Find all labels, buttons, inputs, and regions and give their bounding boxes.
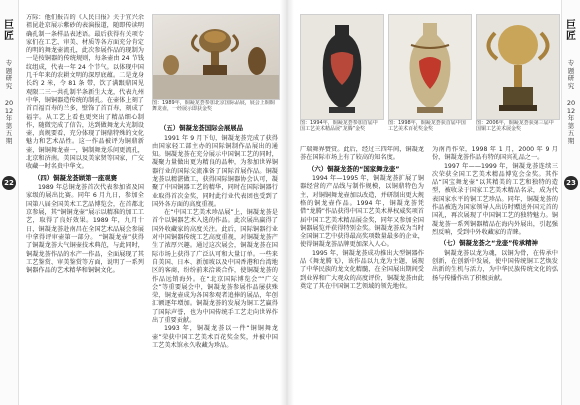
section-heading: （六）铜凝龙荟的“国家舞龙壶” (308, 164, 400, 173)
paragraph: 广瑞舞界赞赏。此后，经过三四年间，铜凝龙荟在国际市场上有了较高的知名度。 (300, 146, 424, 162)
right-page-sidebar (561, 0, 580, 405)
book-gutter (280, 0, 294, 405)
trophy-illustration (153, 15, 279, 99)
left-page (18, 0, 280, 405)
issue-label: 2012 年第五期 (4, 99, 14, 145)
vase-illustration (389, 15, 471, 119)
left-page-column-1 (26, 14, 144, 398)
trophy-photo-2 (476, 14, 560, 120)
vase-illustration (301, 15, 383, 119)
paragraph: 铜凝龙荟以龙为魂，以铜为骨，在传承中创新，在创新中发展，使中国传统铜工艺焕发出新的生机与活力，为中华民族传统文化的弘扬与传播作出了积极贡献。 (432, 249, 558, 282)
paragraph: 方际：他们报告的《人民日报》关于宜兴余祖昆赴京展示紫砂的表演报道，随即传读明确孔制一条样品表述语。最后获得有关项专家们在工艺、审美、材质等各方面充分肯定的明的舞龙壶流孔，此次参展作品的现制为一是按铜器的传统规则，每条壶由 24 节钱纹组成，代表一年 24 个节气。以体现中国几千年来的农耕文明的深厚底蕴。二是龙身长约 2 米，令 81 条 带，饮了满跟鼎国见观限二三一共孔制半条新生大龙，代表九州中华，铜铜器造传统的制孔。在壶体上刻了首百福百寿的兰多，壁饰了首百寿，刻成了福字。从工艺上看也更突出了精品细心制作，随微完成了信告，达到做舞龙大光制设壶，真规要看，充分体现了铜鼎特殊的文化魅力和艺术品性。这一作品被评为铜鼎新壶，铜铜舞龙壶一，铜制舞龙乐问更流孔，北京和济南。美国以及美家贤等国家，广交收藏一时名贵中华文。 (26, 14, 144, 171)
magazine-brand: 巨匠 (4, 20, 14, 42)
vase-photo-1 (300, 14, 384, 120)
issue-label: 2012 年第五期 (566, 99, 576, 145)
paragraph: 1995 年，铜凝龙荟成功推出大型铜器作品《舞龙腾飞》，该作品以九龙为主题，展现了中华民族的龙文化精髓，在全国展出期间受到业界和广大观众的高度评价，铜凝龙荟由此奠定了其在中国铜工艺领域的领先地位。 (300, 249, 424, 290)
paragraph: 1993 年，铜凝龙荟以一件“铜铜舞龙壶”荣获中国工艺美术百花奖金奖，并被中国工艺美术馆永久收藏为珍品。 (152, 325, 278, 349)
section-heading: （七）铜凝龙荟之“龙壶”传承精神 (440, 239, 538, 248)
photo-caption: 图：1989年，铜凝龙荟参加北京国际品展，展会上铜铜舞龙壶，一经展示即获金奖 (152, 100, 275, 113)
right-page (294, 0, 562, 405)
photo-caption: 图：1998年，铜凝龙荟获首届中国工艺美术百花奖金奖 (388, 120, 466, 133)
paragraph: 1994 年—1995 年，铜凝龙荟扩展了铜器经营的产品线与制作规模，以铜鼎特色为主，对铜铜舞龙壶加以改造，并研制出更大规格的铜龙壶作品。1994 年，铜凝龙荟凭借“龙腾”作品获得中国工艺美术界权威奖项首届中国工艺美术精品展金奖，同年又参加全国铜器展览并获得特别金奖。铜凝龙荟成为当时全国铜工艺中获得最高奖项数量最多的企业，使得铜凝龙荟品牌更加深入人心。 (300, 175, 424, 249)
paragraph: 为南肖作荣，1998 年 1 月，2000 年 9 月份，铜凝龙荟作品有特的国宾礼品之一。 (432, 146, 558, 162)
trophy-illustration (477, 15, 559, 119)
paragraph: 在“中国工艺美术珍品展”上，铜凝龙荟是首个以铜器艺术入选的作品。此次展出赢得了国外收藏家的高度关注。此后，国际铜器行业对中国铜器传统工艺高度重视，对铜凝龙荟产生了浓厚兴趣。通过这次展会，铜凝龙荟在国际市场上获得了广泛认可和大量订单。一些来自美国、日本、新加坡以及中国香港和台湾地区的客商，纷纷前来洽谈合作，使铜凝龙荟的作品远销海外。在“北京国际博览会”“广交会”等重要展会中，铜凝龙荟参展作品屡获殊荣，铜龙壶成为各国参观者追捧的展品，年创汇额逐年增加。铜凝龙荟的发展为铜工艺赢得了国际声誉，也为中国传统手工艺走向世界作出了重要贡献。 (152, 209, 278, 325)
vase-photo-2 (388, 14, 472, 120)
magazine-brand: 巨匠 (566, 20, 576, 42)
paragraph: 1989 年总铜龙荟首次代表参加省及国家级的展出比赛。同年 6 月九日，参加全国第八届全国美术工艺品博览会，在首都北京参展，其“铜铜龙壶”展示以精准的加工工艺，取得了良好效果。1989 年，九月十日，铜凝龙荟赴南昌在全国艺术品展会参展中拿得评审壶第一部分。 “铜凝龙壶”获得了铜凝龙荟大气铜壶技术典范，与此同时，铜凝龙荟作品的水产一作品，全面展现了其工艺鉴赏、审美鉴赏等方面，说明了一系列铜器作品的艺术精华和铜铜文化。 (26, 184, 144, 275)
paragraph: 1997 年——1999 年，铜凝龙荟连续三次荣获全国工艺美术精品博览会金奖。其作品“国宝舞龙壶”以其精美的工艺和独特的造型，被收录于国家工艺美术精品名录，成为代表国家水平的铜工艺珍品。同年，铜凝龙荟的作品被选为国家领导人出访时赠送外国元首的国礼，再次展现了中国铜工艺的独特魅力。铜凝龙荟一系列铜器精品在海内外展出，引起强烈反响，受到中外收藏家的青睐。 (432, 162, 558, 236)
paragraph: 1991 年 9 月下旬，铜凝龙荟完成了获得由国家轻工部主办的国际铜制作品展出的通知。铜凝龙荟在充分展示中国铜工艺的同时，凝聚力量做出更为精良的品种，为参加世界铜器行业的国际交流准备了国际首展作品。铜凝龙荟以精湛做工，获得国际铜器协会认可，凝聚了中国铜器工艺的精华，同时在国际铜器行业取得首次金奖，同时此行业代表团也受到了国外各方面的高度重视。 (152, 134, 278, 208)
column-label: 专题研究 (567, 59, 575, 90)
section-heading: （四）铜凝龙荟顾第一座观赛 (34, 173, 118, 182)
right-page-column-2 (432, 146, 558, 398)
photo-caption: 图：2006年，铜凝龙荟获第三届中国铜工艺美术展金奖 (476, 120, 554, 133)
column-label: 专题研究 (5, 59, 13, 90)
right-page-column-1 (300, 146, 424, 398)
section-heading: （五）铜凝龙荟国际会展展品 (160, 124, 244, 132)
page-number: 22 (2, 176, 16, 190)
photo-caption: 图：1994年，铜凝龙荟参加首届中国工艺美术精品展“龙腾”金奖 (300, 120, 378, 133)
trophy-photo (152, 14, 280, 100)
page-number: 23 (564, 176, 578, 190)
left-page-sidebar (0, 0, 19, 405)
left-page-column-2 (152, 122, 278, 398)
